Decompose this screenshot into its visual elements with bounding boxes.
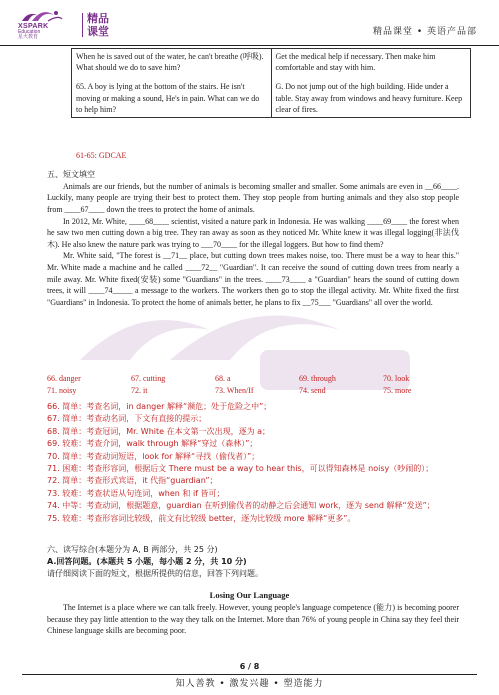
- question-text: 65. A boy is lying at the bottom of the stairs. He isn't moving or making a sound, He's in pain. What can we do to help him?: [76, 82, 260, 114]
- header-title: 精品课堂 • 英语产品部: [372, 27, 477, 37]
- answer-row: [47, 373, 467, 385]
- explanation-list: [47, 401, 477, 525]
- logo-english: XSPARK: [18, 23, 49, 30]
- answer-item: 75. more: [383, 386, 412, 395]
- answer-item: 70. look: [383, 374, 410, 383]
- part-a-title: A.回答问题。(本题共 5 小题，每小题 2 分，共 10 分): [47, 557, 247, 566]
- explanation-item: 66. 简单：考查名词，in danger 解释“濒危；处于危险之中”；: [47, 402, 272, 411]
- question-table: [71, 48, 471, 118]
- table-cell-left: [72, 49, 272, 118]
- answer-61-65: 61-65: GDCAE: [76, 151, 127, 160]
- brand-logo: [18, 9, 138, 41]
- answer-item: 73. When/If: [215, 386, 254, 395]
- explanation-item: 69. 较难：考查介词，walk through 解释“穿过（森林）”；: [47, 439, 258, 449]
- explanation-item: 68. 简单：考查冠词，Mr. White 在本文第一次出现，逐为 a；: [47, 426, 271, 436]
- section-6-title: 六、读写综合(本题分为 A, B 两部分，共 25 分): [47, 545, 218, 554]
- answer-item: 72. it: [131, 386, 148, 395]
- answer-item: 67. cutting: [131, 374, 166, 383]
- explanation-item: 71. 困难：考查形容词，根据后文 There must be a way to hear this，可以得知森林是 noisy（吵闹的）；: [47, 463, 434, 473]
- logo-divider: [82, 13, 83, 37]
- option-text: G. Do not jump out of the high building. Hide under a table. Stay away from windows and heavy furniture. Keep clear of fires.: [275, 82, 463, 114]
- footer-slogan: 知人善教 • 激发兴趣 • 塑造能力: [175, 679, 324, 689]
- answer-item: 66. danger: [47, 374, 81, 383]
- page-footer: [0, 662, 499, 689]
- question-text: When he is saved out of the water, he can't breathe (呼吸). What should we do to save him?: [76, 52, 264, 73]
- section-5: [47, 170, 459, 308]
- passage-text: The Internet is a place where we can talk freely. However, young people's language competence (能力) is becoming poorer because they pay little attention to the way they talk on the Internet. More than 76% of young people in China say they feel their Chinese language skills are becoming poor.: [47, 603, 459, 636]
- footer-divider: [22, 674, 477, 675]
- passage-title: Losing Our Language: [209, 590, 290, 600]
- page-header: [0, 0, 499, 46]
- table-cell-right: [271, 49, 471, 118]
- explanation-item: 75. 较难：考查形容词比较级，前文有比较级 better，逐为比较级 more 解释“更多”。: [47, 513, 356, 523]
- explanation-item: 70. 简单：考查动词短语，look for 解释“寻找（偷伐者）”；: [47, 451, 260, 461]
- answer-item: 74. send: [299, 386, 326, 395]
- answer-item: 69. through: [299, 374, 336, 383]
- explanation-item: 72. 简单：考查形式宾语，it 代指“guardian”；: [47, 476, 218, 486]
- section-5-paragraph: Animals are our friends, but the number of animals is becoming smaller and smaller. Some animals are even in __66____. Luckily, many people are trying their best to protect them. They stop people from hurting animals and they also stop people from ____67____ down the trees to protect the home of animals.: [47, 181, 459, 214]
- answer-grid: [47, 373, 467, 397]
- logo-brand-text: 精品课堂: [87, 12, 109, 39]
- explanation-item: 74. 中等：考查动词，根据题意，guardian 在听到偷伐者的动静之后会通知 work，逐为 send 解释“发送”；: [47, 501, 435, 511]
- page-number: 6 / 8: [239, 662, 260, 671]
- section-5-paragraph: Mr. White said, "The forest is __71__ place, but cutting down trees makes noise, too. There must be a way to hear this." Mr. White made a machine and he called ____72__ "Guardian". It can receive the sound of cutting down trees from nearly a mile away. Mr. White fixed(安装) some "Guardians" in the trees. ____73____ a "Guardian" hears the sound of cutting down trees, it will ____74_____ a message to the workers. The workers then go to stop the illegal activity. Mr. White fixed the first "Guardians" in Indonesia. To protect the home of animals better, he plans to fix __75___ "Guardians" all over the world.: [47, 251, 459, 307]
- answer-item: 71. noisy: [47, 386, 77, 395]
- logo-education: Education: [18, 29, 41, 35]
- section-5-title: 五、短文填空: [47, 170, 95, 179]
- explanation-item: 73. 较难：考查状语从句连词，when 和 if 皆可；: [47, 488, 225, 498]
- section-5-paragraph: In 2012, Mr. White, ____68____ scientist, visited a nature park in Indonesia. He was walking ____69____ the forest when he saw two men cutting down a big tree. They ran away as soon as they noticed Mr. White knew it was illegal logging(非法伐木). He also knew the nature park was trying to ___70____ for the illegal loggers. But how to find them?: [47, 216, 459, 249]
- section-6-instruction: 请仔细阅读下面的短文，根据所提供的信息，回答下列问题。: [47, 569, 263, 578]
- table-row: [72, 49, 471, 118]
- logo-chinese: 星火教育: [18, 34, 39, 40]
- answer-item: 68. a: [215, 374, 231, 383]
- option-text: Get the medical help if necessary. Then make him comfortable and stay with him.: [275, 52, 436, 73]
- section-6: [47, 544, 462, 580]
- explanation-item: 67. 简单：考查动名词，下文有直接的提示；: [47, 414, 207, 424]
- answer-row: [47, 385, 467, 397]
